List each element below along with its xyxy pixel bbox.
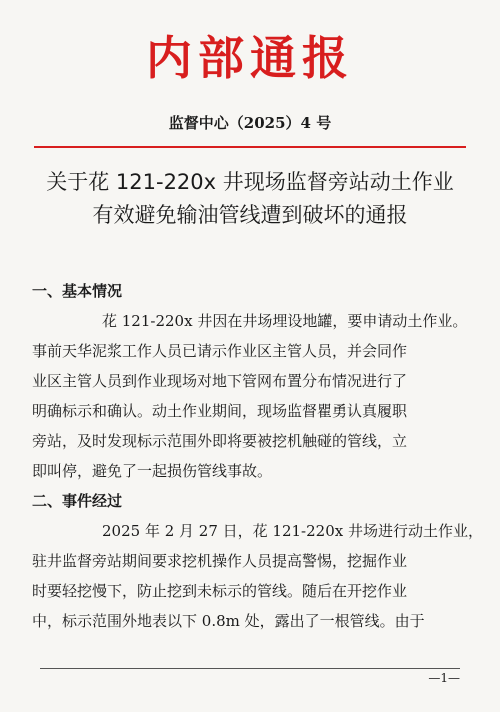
footer-divider	[40, 668, 460, 669]
section-heading-basic-info: 一、基本情况	[32, 282, 123, 300]
masthead-title: 内部通报	[146, 31, 354, 85]
body-line: 即叫停，避免了一起损伤管线事故。	[32, 462, 273, 480]
body-line: 事前天华泥浆工作人员已请示作业区主管人员，并会同作	[32, 342, 408, 360]
section-heading-event: 二、事件经过	[32, 492, 123, 510]
body-line: 明确标示和确认。动土作业期间，现场监督瞿勇认真履职	[32, 402, 408, 420]
notice-title-line-2: 有效避免输油管线遭到破坏的通报	[92, 203, 408, 227]
body-line: 2025 年 2 月 27 日，花 121-220x 井场进行动土作业，	[102, 522, 483, 540]
document-body	[32, 276, 483, 636]
body-line: 中，标示范围外地表以下 0.8m 处，露出了一根管线。由于	[32, 612, 425, 630]
notice-title	[24, 166, 476, 232]
page-number: —1—	[428, 671, 460, 685]
body-line: 旁站，及时发现标示范围外即将要被挖机触碰的管线，立	[32, 432, 408, 450]
body-line: 时要轻挖慢下，防止挖到未标示的管线。随后在开挖作业	[32, 582, 408, 600]
document-number: 监督中心（2025）4 号	[168, 114, 332, 132]
body-line: 花 121-220x 井因在井场埋设地罐，要申请动土作业。	[102, 312, 468, 330]
body-line: 业区主管人员到作业现场对地下管网布置分布情况进行了	[32, 372, 408, 390]
notice-title-line-1: 关于花 121-220x 井现场监督旁站动土作业	[46, 170, 454, 194]
red-divider	[34, 146, 466, 148]
body-line: 驻井监督旁站期间要求挖机操作人员提高警惕，挖掘作业	[32, 552, 408, 570]
